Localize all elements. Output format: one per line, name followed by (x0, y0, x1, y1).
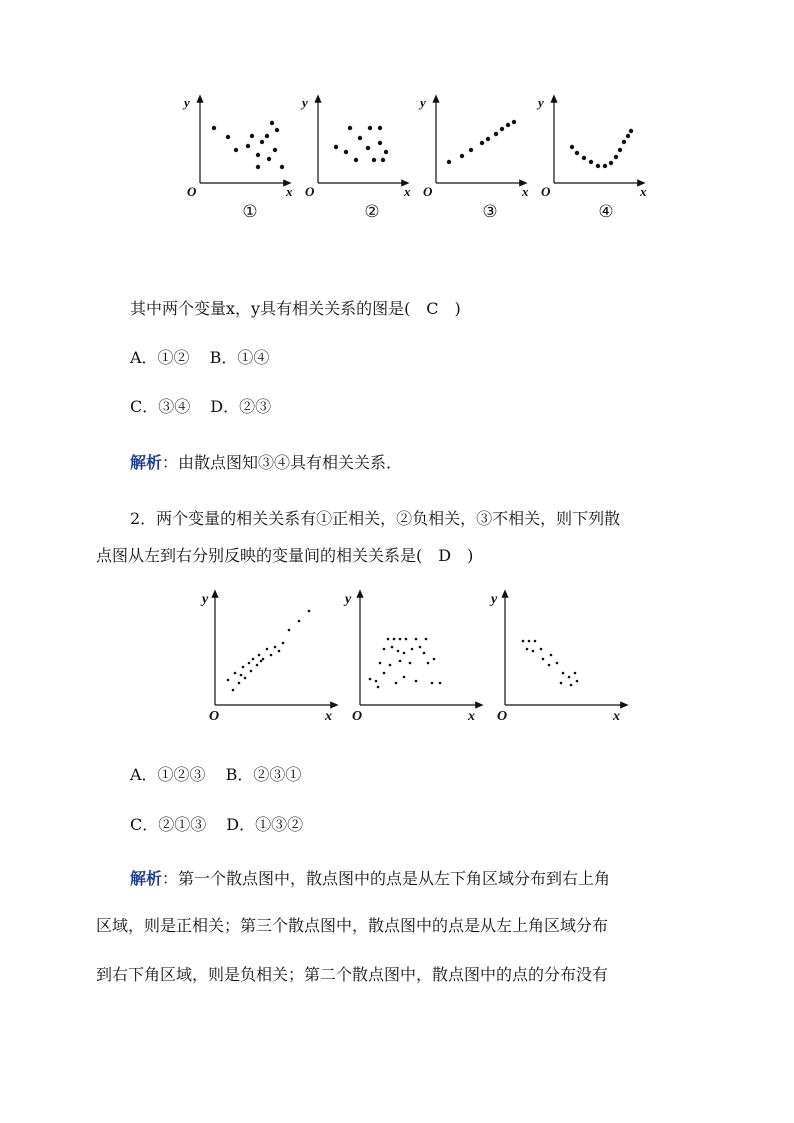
q1-stem: 其中两个变量x，y具有相关关系的图是( C ) (130, 299, 461, 318)
q2-analysis-text-1: ：第一个散点图中，散点图中的点是从左下角区域分布到右上角 (162, 869, 611, 888)
figure2-panel-2 (343, 592, 480, 724)
q1-analysis (130, 450, 402, 473)
q2-stem-line2: 点图从左到右分别反映的变量间的相关关系是( D ) (96, 546, 474, 565)
q2-analysis-line3: 到右下角区域，则是负相关；第二个散点图中，散点图中的点的分布没有 (96, 965, 609, 984)
q2-option-d: D．①③② (226, 815, 304, 834)
q1-option-c: C．③④ (130, 397, 191, 416)
panel3-origin-label: O (423, 184, 433, 199)
q1-option-b: B．①④ (209, 348, 270, 367)
q1-options-ab (130, 345, 269, 368)
q2-analysis-label: 解析 (130, 869, 163, 888)
panel1-y-label: y (184, 95, 190, 110)
panel1-origin-label: O (187, 184, 197, 199)
figure1-panel-3 (418, 95, 529, 199)
fig2-panel1-y-label: y (202, 592, 209, 607)
fig2-panel3-x-label: x (613, 709, 620, 724)
panel3-y-label: y (420, 95, 426, 110)
figure1-caption-2: ② (364, 202, 380, 222)
panel2-y-label: y (302, 95, 308, 110)
figure1-caption-1: ① (242, 202, 258, 222)
figure1-panel-4 (536, 95, 647, 199)
q2-analysis-line2: 区域，则是正相关；第三个散点图中，散点图中的点是从左上角区域分布 (96, 916, 609, 935)
figure1-panel-2 (300, 95, 411, 199)
panel4-origin-label: O (541, 184, 551, 199)
figure2-panel-3 (489, 592, 625, 724)
q1-option-d: D．②③ (210, 397, 272, 416)
q1-analysis-label: 解析 (130, 453, 163, 472)
fig2-panel1-origin-label: O (209, 709, 220, 724)
q1-analysis-text: ：由散点图知③④具有相关关系． (162, 453, 403, 472)
fig2-panel3-origin-label: O (497, 709, 508, 724)
fig2-panel2-origin-label: O (352, 709, 363, 724)
fig2-panel1-x-label: x (325, 709, 332, 724)
fig2-panel2-x-label: x (468, 709, 475, 724)
panel4-y-label: y (538, 95, 544, 110)
panel2-origin-label: O (305, 184, 315, 199)
panel1-x-label: x (286, 184, 293, 199)
figure1-caption-3: ③ (482, 202, 498, 222)
q1-option-a: A．①② (130, 348, 190, 367)
panel2-x-label: x (404, 184, 411, 199)
q2-options-ab (130, 762, 301, 785)
figure2-panel-1 (200, 592, 335, 724)
q2-analysis-line1 (130, 866, 610, 889)
q2-option-c: C．②①③ (130, 815, 207, 834)
q2-option-a: A．①②③ (130, 765, 206, 784)
panel3-x-label: x (522, 184, 529, 199)
fig2-panel2-y-label: y (345, 592, 352, 607)
figure1-caption-4: ④ (598, 202, 614, 222)
q2-options-cd (130, 812, 303, 835)
q2-option-b: B．②③① (225, 765, 302, 784)
figure1-scatter-plots (180, 90, 660, 200)
fig2-panel3-y-label: y (491, 592, 498, 607)
figure1-panel-1 (182, 95, 293, 199)
figure2-scatter-plots (195, 585, 635, 725)
panel4-x-label: x (640, 184, 647, 199)
q2-stem-line1: 2．两个变量的相关关系有①正相关，②负相关，③不相关，则下列散 (130, 509, 621, 528)
q1-options-cd (130, 394, 271, 417)
